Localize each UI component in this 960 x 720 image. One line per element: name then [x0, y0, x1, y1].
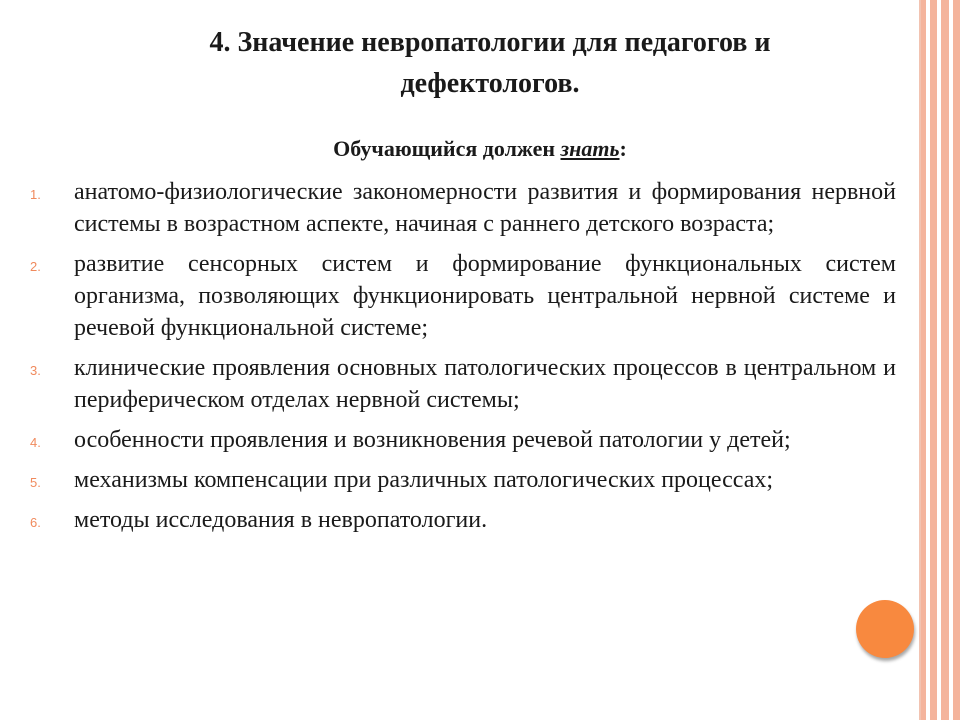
- list-item-text: механизмы компенсации при различных патологических процессах;: [74, 467, 774, 493]
- subtitle-prefix: Обучающийся должен: [333, 136, 561, 161]
- list-item-number: 2.: [30, 259, 41, 274]
- knowledge-list: [30, 176, 896, 544]
- list-item-number: 6.: [30, 515, 41, 530]
- list-item-text: анатомо-физиологические закономерности развития и формирования нервной системы в возрастном аспекте, начиная с раннего детского возраста;: [74, 179, 896, 237]
- list-item-number: 3.: [30, 363, 41, 378]
- list-item-number: 4.: [30, 435, 41, 450]
- page-title: [60, 22, 920, 104]
- list-item: [30, 504, 896, 536]
- title-line-1: 4. Значение невропатологии для педагогов и: [209, 27, 771, 58]
- decorative-orange-circle: [856, 600, 914, 658]
- title-line-2: дефектологов.: [400, 68, 580, 99]
- frame-border-line: [919, 0, 921, 720]
- list-item: [30, 352, 896, 416]
- subtitle: [0, 134, 960, 164]
- subtitle-emphasis: знать: [560, 136, 620, 161]
- list-item-number: 5.: [30, 475, 41, 490]
- list-item-text: развитие сенсорных систем и формирование функциональных систем организма, позволяющих функционировать центральной нервной системе и речевой функциональной системе;: [74, 251, 896, 341]
- list-item-number: 1.: [30, 187, 41, 202]
- list-item-text: клинические проявления основных патологических процессов в центральном и периферическом отделах нервной системы;: [74, 355, 896, 413]
- list-item: [30, 248, 896, 344]
- list-item-text: особенности проявления и возникновения речевой патологии у детей;: [74, 427, 791, 453]
- subtitle-suffix: :: [619, 136, 627, 161]
- list-item: [30, 424, 896, 456]
- list-item: [30, 176, 896, 240]
- list-item: [30, 464, 896, 496]
- list-item-text: методы исследования в невропатологии.: [74, 507, 488, 533]
